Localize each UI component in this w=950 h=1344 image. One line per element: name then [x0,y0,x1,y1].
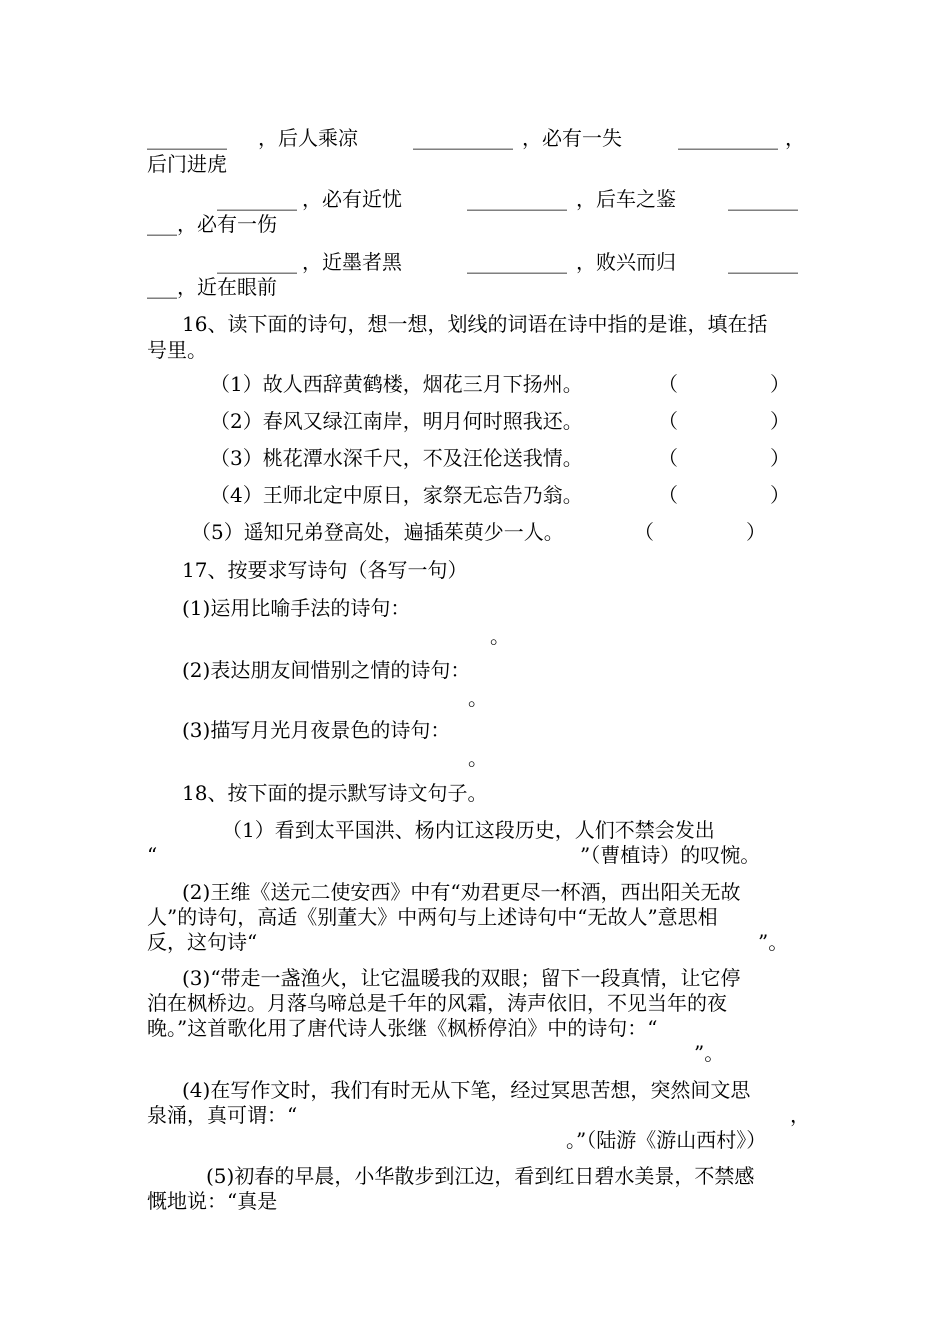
q16-item-5: （5）遥知兄弟登高处，遍插茱萸少一人。 [191,520,564,544]
q15-row1-blank-c: __________ [678,126,778,150]
q16-paren-close: ） [770,483,790,507]
q15-row1-text-c: ， [785,126,805,150]
q17-item-2-end: 。 [468,686,488,710]
q18-p2-line3-end: ”。 [758,930,789,954]
q17-item-3: (3)描写月光月夜景色的诗句： [182,718,451,742]
q16-heading-line1: 16、读下面的诗句，想一想，划线的词语在诗中指的是谁，填在括 [182,312,768,336]
q15-row1-wrap: 后门进虎 [147,152,227,176]
q17-item-1-end: 。 [490,624,510,648]
q18-p1-line2-end: ”（曹植诗）的叹惋。 [580,843,761,867]
q16-paren-close: ） [746,520,766,544]
q16-paren-open: （ [634,520,654,544]
q15-row3-wrap: ___，近在眼前 [147,275,277,299]
q16-item-3: （3）桃花潭水深千尺，不及汪伦送我情。 [210,446,583,470]
q15-row2-text-b: ，后车之鉴 [576,187,676,211]
q17-heading: 17、按要求写诗句（各写一句） [182,558,468,582]
q18-p2-line2: 人”的诗句，高适《别董大》中两句与上述诗句中“无故人”意思相 [147,905,718,929]
q15-row1-blank-a: ________ [147,126,227,150]
q15-row1-text-b: ，必有一失 [522,126,622,150]
q15-row1-blank-b: __________ [413,126,513,150]
q18-p2-line1: (2)王维《送元二使安西》中有“劝君更尽一杯酒，西出阳关无故 [182,880,741,904]
q16-item-2: （2）春风又绿江南岸，明月何时照我还。 [210,409,583,433]
q16-paren-open: （ [658,409,678,433]
q15-row3-blank-b: __________ [467,250,567,274]
q16-item-4: （4）王师北定中原日，家祭无忘告乃翁。 [210,483,583,507]
q15-row2-text-a: ，必有近忧 [302,187,402,211]
q18-p4-line2-end: ， [790,1103,810,1127]
q18-p3-line2: 泊在枫桥边。月落乌啼总是千年的风霜，涛声依旧，不见当年的夜 [147,991,727,1015]
q18-p2-line3-start: 反，这句诗“ [147,930,258,954]
q18-p3-line1: (3)“带走一盏渔火，让它温暖我的双眼；留下一段真情，让它停 [182,966,741,990]
q15-row3-blank-a: ________ [217,250,297,274]
q15-row2-blank-b: __________ [467,187,567,211]
q18-heading: 18、按下面的提示默写诗文句子。 [182,781,488,805]
q17-item-3-end: 。 [468,746,488,770]
q15-row2-wrap: ___，必有一伤 [147,212,277,236]
q16-paren-open: （ [658,372,678,396]
q16-heading-line2: 号里。 [147,338,207,362]
q18-p4-line3: 。”（陆游《游山西村》） [566,1128,767,1152]
q16-paren-open: （ [658,446,678,470]
q18-p3-line3: 晚。”这首歌化用了唐代诗人张继《枫桥停泊》中的诗句：“ [147,1016,658,1040]
q16-paren-open: （ [658,483,678,507]
q18-p1-open-quote: “ [147,843,158,867]
q15-row3-blank-c: _______ [728,250,798,274]
q18-p5-line2: 慨地说：“真是 [147,1189,278,1213]
q18-p4-line1: (4)在写作文时，我们有时无从下笔，经过冥思苦想，突然间文思 [182,1078,751,1102]
q16-paren-close: ） [770,372,790,396]
q16-paren-close: ） [770,409,790,433]
q17-item-1: (1)运用比喻手法的诗句： [182,596,411,620]
q18-p1-line1: （1）看到太平国洪、杨内讧这段历史，人们不禁会发出 [222,818,715,842]
q17-item-2: (2)表达朋友间惜别之情的诗句： [182,658,471,682]
q18-p5-line1: (5)初春的早晨，小华散步到江边，看到红日碧水美景，不禁感 [206,1164,755,1188]
q15-row1-text-a: ，后人乘凉 [258,126,358,150]
q15-row2-blank-c: _______ [728,187,798,211]
q16-item-1: （1）故人西辞黄鹤楼，烟花三月下扬州。 [210,372,583,396]
q18-p4-line2-start: 泉涌，真可谓：“ [147,1103,298,1127]
q15-row2-blank-a: ________ [217,187,297,211]
q18-p3-line4: ”。 [694,1041,725,1065]
q15-row3-text-b: ，败兴而归 [576,250,676,274]
q15-row3-text-a: ，近墨者黑 [302,250,402,274]
q16-paren-close: ） [770,446,790,470]
